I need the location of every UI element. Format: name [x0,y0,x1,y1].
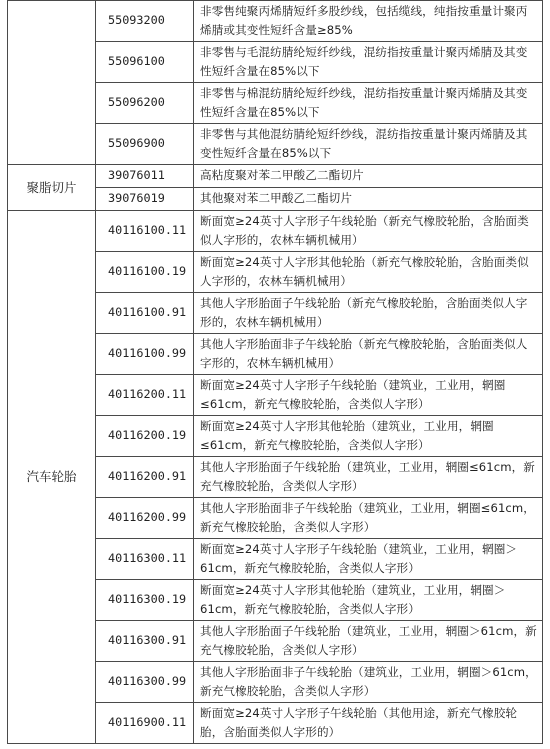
description-cell: 断面宽≥24英寸人字形其他轮胎（新充气橡胶轮胎，含胎面类似人字形的，农林车辆机械用） [194,252,543,293]
hs-code-cell: 40116100.99 [96,334,194,375]
hs-code-cell: 40116300.99 [96,662,194,703]
hs-code-cell: 55096200 [96,83,194,124]
hs-code-cell: 40116900.11 [96,703,194,744]
hs-code-cell: 40116200.91 [96,457,194,498]
description-cell: 其他人字形胎面非子午线轮胎（建筑业，工业用，辋圈＞61cm，新充气橡胶轮胎，含类似人字形） [194,662,543,703]
table-row [8,211,543,252]
description-cell: 其他人字形胎面子午线轮胎（新充气橡胶轮胎，含胎面类似人字形的，农林车辆机械用） [194,293,543,334]
hs-code-cell: 40116300.19 [96,580,194,621]
hs-code-cell: 39076019 [96,188,194,211]
description-cell: 非零售与毛混纺腈纶短纤纱线，混纺指按重量计聚丙烯腈及其变性短纤含量在85%以下 [194,42,543,83]
hs-code-cell: 40116200.19 [96,416,194,457]
hs-code-cell: 40116200.99 [96,498,194,539]
description-cell: 其他人字形胎面非子午线轮胎（建筑业，工业用，辋圈≤61cm，新充气橡胶轮胎，含类似人字形） [194,498,543,539]
description-cell: 非零售与其他混纺腈纶短纤纱线，混纺指按重量计聚丙烯腈及其变性短纤含量在85%以下 [194,124,543,165]
description-cell: 非零售纯聚丙烯腈短纤多股纱线，包括缆线，纯指按重量计聚丙烯腈或其变性短纤含量≥85% [194,1,543,42]
category-cell: 聚脂切片 [8,165,96,211]
description-cell: 其他人字形胎面子午线轮胎（建筑业，工业用，辋圈＞61cm，新充气橡胶轮胎，含类似人字形） [194,621,543,662]
hs-code-cell: 55096900 [96,124,194,165]
description-cell: 其他人字形胎面非子午线轮胎（新充气橡胶轮胎，含胎面类似人字形的，农林车辆机械用） [194,334,543,375]
table-row [8,1,543,42]
hs-code-cell: 40116200.11 [96,375,194,416]
category-cell [8,1,96,165]
description-cell: 断面宽≥24英寸人字形子午线轮胎（新充气橡胶轮胎，含胎面类似人字形的，农林车辆机械用） [194,211,543,252]
category-cell: 汽车轮胎 [8,211,96,744]
hs-code-cell: 55096100 [96,42,194,83]
hs-code-cell: 40116100.91 [96,293,194,334]
description-cell: 其他聚对苯二甲酸乙二酯切片 [194,188,543,211]
description-cell: 高粘度聚对苯二甲酸乙二酯切片 [194,165,543,188]
description-cell: 断面宽≥24英寸人字形其他轮胎（建筑业，工业用，辋圈＞61cm，新充气橡胶轮胎，含类似人字形） [194,580,543,621]
hs-code-cell: 40116100.11 [96,211,194,252]
table-row [8,165,543,188]
description-cell: 断面宽≥24英寸人字形其他轮胎（建筑业，工业用，辋圈≤61cm，新充气橡胶轮胎，含类似人字形） [194,416,543,457]
tariff-code-table [7,0,543,744]
description-cell: 断面宽≥24英寸人字形子午线轮胎（建筑业，工业用，辋圈＞61cm，新充气橡胶轮胎，含类似人字形） [194,539,543,580]
hs-code-cell: 55093200 [96,1,194,42]
hs-code-cell: 40116100.19 [96,252,194,293]
description-cell: 非零售与棉混纺腈纶短纤纱线，混纺指按重量计聚丙烯腈及其变性短纤含量在85%以下 [194,83,543,124]
description-cell: 断面宽≥24英寸人字形子午线轮胎（建筑业，工业用，辋圈≤61cm，新充气橡胶轮胎，含类似人字形） [194,375,543,416]
description-cell: 其他人字形胎面子午线轮胎（建筑业，工业用，辋圈≤61cm，新充气橡胶轮胎，含类似人字形） [194,457,543,498]
hs-code-cell: 39076011 [96,165,194,188]
hs-code-cell: 40116300.11 [96,539,194,580]
description-cell: 断面宽≥24英寸人字形子午线轮胎（其他用途，新充气橡胶轮胎，含胎面类似人字形的） [194,703,543,744]
hs-code-cell: 40116300.91 [96,621,194,662]
